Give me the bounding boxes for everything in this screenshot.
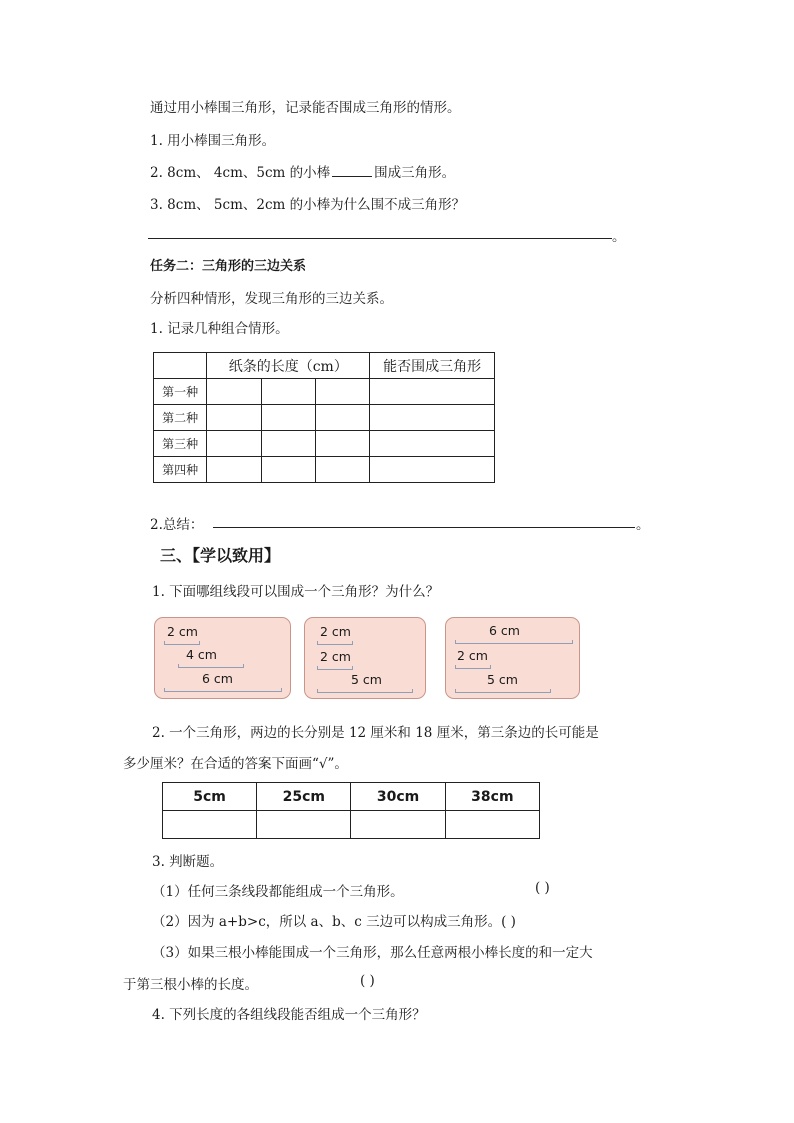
- table-header-empty: [154, 353, 207, 379]
- answer-line-1-period: 。: [612, 229, 626, 245]
- table-cell[interactable]: [207, 379, 261, 405]
- table-cell[interactable]: [370, 431, 495, 457]
- judgement-1-answer[interactable]: ( ): [535, 880, 550, 896]
- task2-title: 任务二：三角形的三边关系: [150, 259, 307, 274]
- segment-line: [164, 641, 200, 645]
- option-label: 5cm: [163, 783, 257, 811]
- segment-label: 6 cm: [202, 671, 233, 686]
- table-cell[interactable]: [207, 457, 261, 483]
- intro-question-3: 3. 8cm、 5cm、2cm 的小棒为什么围不成三角形？: [150, 197, 466, 213]
- section3-question-3: 3. 判断题。: [152, 854, 224, 870]
- segment-line: [317, 666, 353, 670]
- segment-label: 4 cm: [186, 647, 217, 662]
- row-label: 第三种: [154, 431, 207, 457]
- table-header-result: 能否围成三角形: [370, 353, 495, 379]
- intro-question-2: [150, 161, 455, 181]
- table-cell[interactable]: [207, 405, 261, 431]
- combination-table: [153, 352, 495, 483]
- option-label: 38cm: [445, 783, 539, 811]
- section3-title: 三、【学以致用】: [160, 546, 281, 565]
- option-check-cell[interactable]: [163, 811, 257, 839]
- judgement-1: （1）任何三条线段都能组成一个三角形。: [152, 884, 404, 900]
- section3-question-1: 1. 下面哪组线段可以围成一个三角形？为什么？: [152, 584, 440, 600]
- segment-group-1[interactable]: [154, 617, 291, 699]
- segment-line: [317, 641, 353, 645]
- table-cell[interactable]: [370, 457, 495, 483]
- segment-line: [164, 688, 282, 692]
- judgement-3-answer[interactable]: ( ): [360, 973, 375, 989]
- intro-question-2-text: 2. 8cm、 4cm、5cm 的小棒: [150, 165, 331, 181]
- row-label: 第二种: [154, 405, 207, 431]
- segment-label: 2 cm: [320, 624, 351, 639]
- section3-question-4: 4. 下列长度的各组线段能否组成一个三角形？: [152, 1007, 426, 1023]
- table-cell[interactable]: [370, 379, 495, 405]
- table-row: [154, 405, 495, 431]
- segment-label: 2 cm: [167, 624, 198, 639]
- segment-group-2[interactable]: [304, 617, 426, 699]
- segment-label: 2 cm: [320, 649, 351, 664]
- row-label: 第四种: [154, 457, 207, 483]
- segment-label: 5 cm: [487, 672, 518, 687]
- summary-period: 。: [636, 517, 650, 533]
- segment-label: 5 cm: [351, 672, 382, 687]
- segment-line: [455, 640, 573, 644]
- row-label: 第一种: [154, 379, 207, 405]
- segment-line: [455, 689, 551, 693]
- table-row: [154, 431, 495, 457]
- intro-question-1: 1. 用小棒围三角形。: [150, 133, 276, 149]
- option-label: 25cm: [257, 783, 351, 811]
- option-check-cell[interactable]: [351, 811, 445, 839]
- segment-line: [317, 689, 413, 693]
- task2-question-1: 1. 记录几种组合情形。: [150, 321, 289, 337]
- judgement-2: （2）因为 a+b>c，所以 a、b、c 三边可以构成三角形。( ): [152, 914, 516, 930]
- summary-answer-line[interactable]: [213, 527, 635, 528]
- task2-description: 分析四种情形，发现三角形的三边关系。: [150, 291, 393, 307]
- judgement-3-line-2: 于第三根小棒的长度。: [123, 977, 258, 993]
- section3-question-2-line-2: 多少厘米？在合适的答案下面画“√”。: [123, 756, 348, 772]
- section3-question-2-line-1: 2. 一个三角形，两边的长分别是 12 厘米和 18 厘米，第三条边的长可能是: [152, 725, 599, 741]
- option-label: 30cm: [351, 783, 445, 811]
- options-table: [162, 782, 540, 839]
- segment-line: [455, 665, 491, 669]
- summary-label: 2.总结：: [150, 517, 204, 533]
- table-row: [154, 379, 495, 405]
- options-header-row: [163, 783, 540, 811]
- table-header-length: 纸条的长度（cm）: [207, 353, 370, 379]
- intro-question-2-blank[interactable]: [332, 163, 372, 177]
- segment-label: 2 cm: [457, 648, 488, 663]
- table-cell[interactable]: [315, 405, 369, 431]
- judgement-3-line-1: （3）如果三根小棒能围成一个三角形，那么任意两根小棒长度的和一定大: [152, 945, 593, 961]
- table-cell[interactable]: [315, 379, 369, 405]
- table-cell[interactable]: [370, 405, 495, 431]
- table-cell[interactable]: [315, 457, 369, 483]
- option-check-cell[interactable]: [445, 811, 539, 839]
- table-header-row: [154, 353, 495, 379]
- table-cell[interactable]: [261, 405, 315, 431]
- table-cell[interactable]: [261, 457, 315, 483]
- intro-question-2-text-end: 围成三角形。: [374, 165, 456, 181]
- table-row: [154, 457, 495, 483]
- option-check-cell[interactable]: [257, 811, 351, 839]
- segment-line: [178, 664, 244, 668]
- table-cell[interactable]: [315, 431, 369, 457]
- answer-line-1[interactable]: [148, 238, 612, 239]
- table-cell[interactable]: [207, 431, 261, 457]
- segment-label: 6 cm: [489, 623, 520, 638]
- intro-text: 通过用小棒围三角形，记录能否围成三角形的情形。: [150, 100, 461, 116]
- table-cell[interactable]: [261, 379, 315, 405]
- table-cell[interactable]: [261, 431, 315, 457]
- segment-group-3[interactable]: [445, 617, 580, 699]
- options-answer-row: [163, 811, 540, 839]
